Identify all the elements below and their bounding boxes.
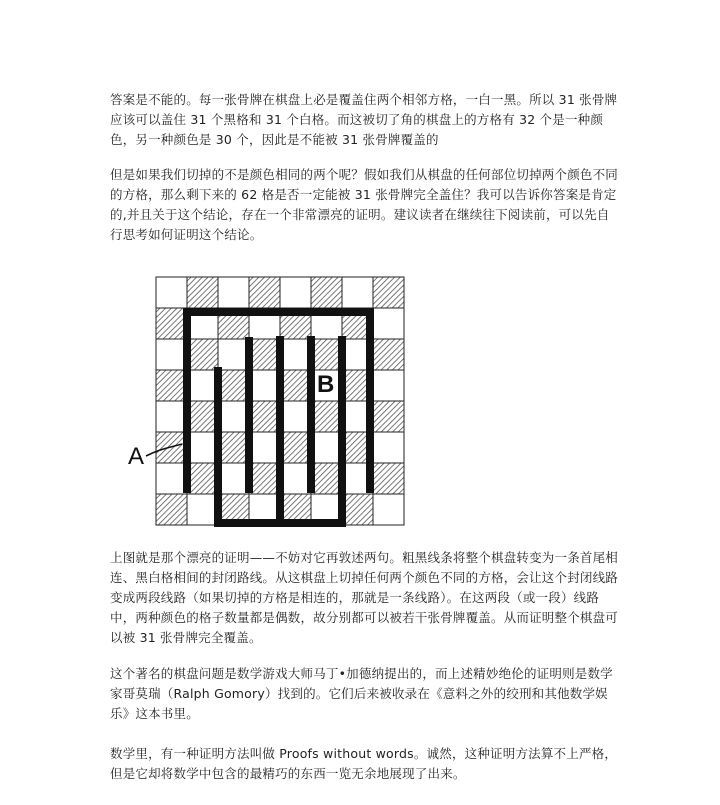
board-cell xyxy=(187,494,218,525)
board-cell xyxy=(187,463,218,494)
paragraph-question: 但是如果我们切掉的不是颜色相同的两个呢？假如我们从棋盘的任何部位切掉两个颜色不同的方格，那么剩下来的 62 格是否一定能被 31 张骨牌完全盖住？我可以告诉你答案是肯定的,并且关于这个结论，存在一个非常漂亮的证明。建议读者在继续往下阅读前，可以先自行思考如何证明这个结论。 xyxy=(110,167,619,242)
chessboard-proof-figure xyxy=(124,270,414,532)
board-cell xyxy=(280,463,311,494)
board-cell xyxy=(218,277,249,308)
board-cell xyxy=(249,432,280,463)
board-cell xyxy=(156,339,187,370)
label-b: B xyxy=(317,371,335,398)
board-cell xyxy=(156,277,187,308)
board-cell xyxy=(373,494,404,525)
board-cell xyxy=(249,339,280,370)
board-cell xyxy=(342,277,373,308)
board-cell xyxy=(156,370,187,401)
board-cell xyxy=(249,370,280,401)
board-cell xyxy=(249,277,280,308)
board-cell xyxy=(280,339,311,370)
board-cell xyxy=(249,463,280,494)
board-cell xyxy=(218,401,249,432)
board-cell xyxy=(218,339,249,370)
board-cell xyxy=(280,277,311,308)
board-cell xyxy=(311,432,342,463)
board-cell xyxy=(218,370,249,401)
board-cell xyxy=(187,401,218,432)
board-cell xyxy=(156,463,187,494)
board-cell xyxy=(311,463,342,494)
board-cell xyxy=(373,308,404,339)
paragraph-proofs-without-words: 数学里，有一种证明方法叫做 Proofs without words。诚然，这种证明方法算不上严格，但是它却将数学中包含的最精巧的东西一览无余地展现了出来。 xyxy=(110,746,618,781)
paragraph-answer: 答案是不能的。每一张骨牌在棋盘上必是覆盖住两个相邻方格，一白一黑。所以 31 张骨牌应该可以盖住 31 个黑格和 31 个白格。而这被切了角的棋盘上的方格有 32 个是一种颜色，另一种颜色是 30 个，因此是不能被 31 张骨牌覆盖的 xyxy=(110,92,618,147)
board-cell xyxy=(156,494,187,525)
board-cell xyxy=(311,277,342,308)
board-cell xyxy=(280,370,311,401)
paragraph-explanation: 上图就是那个漂亮的证明——不妨对它再敦述两句。粗黑线条将整个棋盘转变为一条首尾相连、黑白格相间的封闭路线。从这棋盘上切掉任何两个颜色不同的方格，会让这个封闭线路变成两段线路（如果切掉的方格是相连的，那就是一条线路）。在这两段（或一段）线路中，两种颜色的格子数量都是偶数，故分别都可以被若干张骨牌覆盖。从而证明整个棋盘可以被 31 张骨牌完全覆盖。 xyxy=(110,550,619,645)
board-cell xyxy=(280,401,311,432)
board-cell xyxy=(373,463,404,494)
board-cell xyxy=(156,308,187,339)
board-cell xyxy=(187,339,218,370)
board-cell xyxy=(311,401,342,432)
board-cell xyxy=(373,370,404,401)
board-cell xyxy=(156,401,187,432)
board-cell xyxy=(373,277,404,308)
board-cell xyxy=(342,494,373,525)
board-cell xyxy=(187,370,218,401)
board-cell xyxy=(280,432,311,463)
board-cell xyxy=(249,401,280,432)
board-cell xyxy=(187,432,218,463)
board-cell xyxy=(311,339,342,370)
board-cell xyxy=(373,339,404,370)
board-cell xyxy=(373,401,404,432)
board-cell xyxy=(218,432,249,463)
board-cell xyxy=(187,277,218,308)
label-a: A xyxy=(128,443,145,470)
board-cell xyxy=(218,463,249,494)
board-cell xyxy=(373,432,404,463)
paragraph-history: 这个著名的棋盘问题是数学游戏大师马丁•加德纳提出的，而上述精妙绝伦的证明则是数学家哥莫瑞（Ralph Gomory）找到的。它们后来被收录在《意料之外的绞刑和其他数学娱乐》这本书里。 xyxy=(110,666,613,721)
